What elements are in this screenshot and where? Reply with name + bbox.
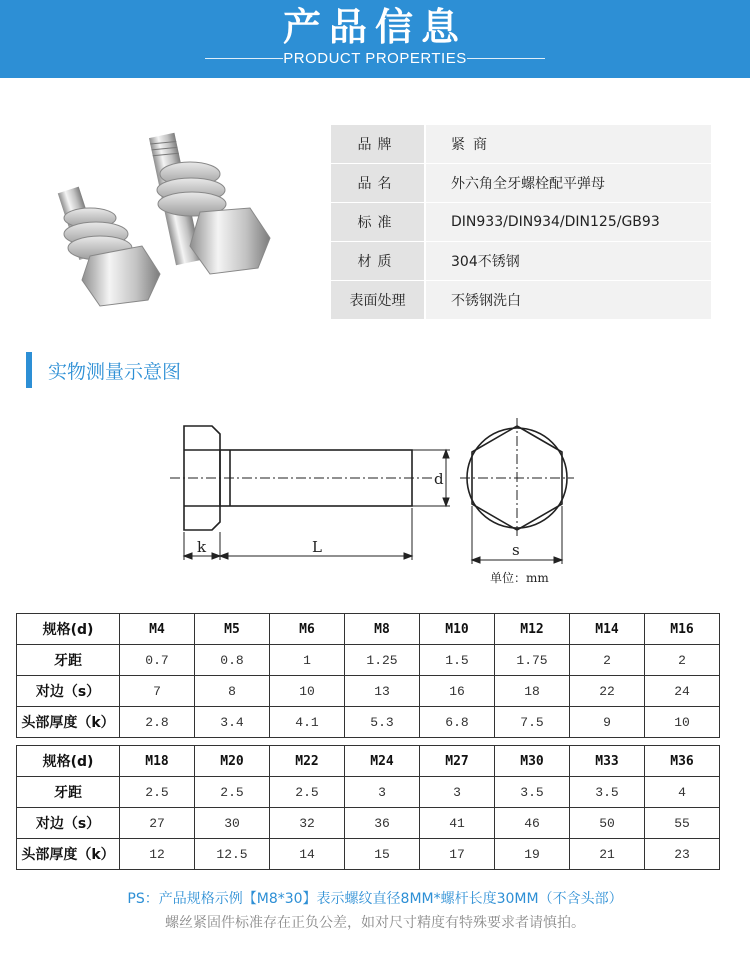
bolt-front bbox=[58, 187, 160, 306]
spec-cell: 3.5 bbox=[495, 777, 570, 808]
spec-cell: 55 bbox=[645, 808, 720, 839]
spec-cell: 2 bbox=[645, 645, 720, 676]
spec-cell: 18 bbox=[495, 676, 570, 707]
spec-cell: 1.25 bbox=[345, 645, 420, 676]
property-value: 外六角全牙螺栓配平弹母 bbox=[426, 164, 711, 202]
spec-table bbox=[16, 613, 720, 870]
spec-row-label: 头部厚度（k） bbox=[17, 839, 120, 870]
spec-cell: 27 bbox=[120, 808, 195, 839]
spec-row-pitch bbox=[17, 645, 720, 676]
spec-cell: 50 bbox=[570, 808, 645, 839]
spec-cell: 7 bbox=[120, 676, 195, 707]
property-row-material bbox=[331, 242, 711, 280]
spec-cell: M12 bbox=[495, 614, 570, 645]
spec-cell: 21 bbox=[570, 839, 645, 870]
spec-cell: M14 bbox=[570, 614, 645, 645]
spec-cell: 4.1 bbox=[270, 707, 345, 738]
property-row-name bbox=[331, 164, 711, 202]
label-d: d bbox=[434, 470, 444, 488]
spec-cell: 12.5 bbox=[195, 839, 270, 870]
spec-cell: 17 bbox=[420, 839, 495, 870]
page-subtitle: PRODUCT PROPERTIES bbox=[283, 50, 467, 67]
properties-table bbox=[331, 125, 711, 320]
spec-cell: M16 bbox=[645, 614, 720, 645]
spec-row-head-height bbox=[17, 839, 720, 870]
property-key: 品名 bbox=[331, 164, 424, 202]
spec-cell: 14 bbox=[270, 839, 345, 870]
spec-cell: 2.5 bbox=[120, 777, 195, 808]
spec-cell: 2.8 bbox=[120, 707, 195, 738]
spec-cell: M8 bbox=[345, 614, 420, 645]
spec-row-label: 对边（s） bbox=[17, 676, 120, 707]
property-value: 304不锈钢 bbox=[426, 242, 711, 280]
spec-cell: 3 bbox=[420, 777, 495, 808]
spec-cell: M5 bbox=[195, 614, 270, 645]
property-key: 材质 bbox=[331, 242, 424, 280]
spec-cell: 3.5 bbox=[570, 777, 645, 808]
property-value: 不锈钢洗白 bbox=[426, 281, 711, 319]
spec-cell: 0.8 bbox=[195, 645, 270, 676]
label-s: s bbox=[512, 541, 520, 559]
spec-cell: 24 bbox=[645, 676, 720, 707]
spec-row-sizes bbox=[17, 614, 720, 645]
spec-gap-cell bbox=[17, 738, 720, 746]
dimension-k-L bbox=[184, 508, 412, 560]
spec-cell: 32 bbox=[270, 808, 345, 839]
spec-cell: M18 bbox=[120, 746, 195, 777]
spec-cell: 16 bbox=[420, 676, 495, 707]
property-key: 表面处理 bbox=[331, 281, 424, 319]
section-heading bbox=[26, 352, 181, 388]
spec-cell: M20 bbox=[195, 746, 270, 777]
unit-label: 单位：mm bbox=[490, 571, 549, 585]
spec-cell: 1.75 bbox=[495, 645, 570, 676]
spec-cell: M22 bbox=[270, 746, 345, 777]
property-key: 品牌 bbox=[331, 125, 424, 163]
spec-cell: 13 bbox=[345, 676, 420, 707]
ps-note: PS：产品规格示例【M8*30】表示螺纹直径8MM*螺杆长度30MM（不含头部） bbox=[127, 891, 623, 907]
spec-row-sizes bbox=[17, 746, 720, 777]
spec-cell: 3 bbox=[345, 777, 420, 808]
property-key: 标准 bbox=[331, 203, 424, 241]
spec-row-across-flats bbox=[17, 676, 720, 707]
spec-cell: 30 bbox=[195, 808, 270, 839]
spec-cell: M33 bbox=[570, 746, 645, 777]
header-banner bbox=[0, 0, 750, 78]
spec-cell: M24 bbox=[345, 746, 420, 777]
spec-cell: 4 bbox=[645, 777, 720, 808]
spec-cell: 10 bbox=[645, 707, 720, 738]
spec-cell: 1.5 bbox=[420, 645, 495, 676]
label-k: k bbox=[197, 538, 207, 556]
spec-cell: 9 bbox=[570, 707, 645, 738]
spec-block-gap bbox=[17, 738, 720, 746]
spec-row-label: 头部厚度（k） bbox=[17, 707, 120, 738]
spec-row-label: 规格(d) bbox=[17, 614, 120, 645]
bolt-back bbox=[149, 133, 270, 274]
spec-cell: M30 bbox=[495, 746, 570, 777]
spec-cell: 22 bbox=[570, 676, 645, 707]
property-row-brand bbox=[331, 125, 711, 163]
spec-row-head-height bbox=[17, 707, 720, 738]
spec-cell: 2.5 bbox=[195, 777, 270, 808]
spec-row-pitch bbox=[17, 777, 720, 808]
spec-cell: M10 bbox=[420, 614, 495, 645]
spec-cell: 36 bbox=[345, 808, 420, 839]
property-value: 紧商 bbox=[426, 125, 711, 163]
spec-cell: 10 bbox=[270, 676, 345, 707]
page-title: 产品信息 bbox=[282, 5, 467, 49]
spec-cell: M4 bbox=[120, 614, 195, 645]
spec-row-label: 牙距 bbox=[17, 645, 120, 676]
property-row-finish bbox=[331, 281, 711, 319]
spec-cell: 3.4 bbox=[195, 707, 270, 738]
spec-row-label: 牙距 bbox=[17, 777, 120, 808]
spec-row-across-flats bbox=[17, 808, 720, 839]
spec-cell: M6 bbox=[270, 614, 345, 645]
spec-cell: 46 bbox=[495, 808, 570, 839]
spec-row-label: 规格(d) bbox=[17, 746, 120, 777]
spec-cell: 5.3 bbox=[345, 707, 420, 738]
spec-cell: 7.5 bbox=[495, 707, 570, 738]
spec-cell: 8 bbox=[195, 676, 270, 707]
disclaimer-note: 螺丝紧固件标准存在正负公差，如对尺寸精度有特殊要求者请慎拍。 bbox=[165, 915, 585, 931]
measurement-diagram bbox=[160, 412, 580, 592]
spec-cell: M36 bbox=[645, 746, 720, 777]
spec-cell: 1 bbox=[270, 645, 345, 676]
spec-cell: 12 bbox=[120, 839, 195, 870]
spec-cell: 6.8 bbox=[420, 707, 495, 738]
property-row-standard bbox=[331, 203, 711, 241]
property-value: DIN933/DIN934/DIN125/GB93 bbox=[426, 203, 711, 241]
section-title: 实物测量示意图 bbox=[48, 360, 182, 383]
spec-row-label: 对边（s） bbox=[17, 808, 120, 839]
section-accent-bar bbox=[26, 352, 32, 388]
label-L: L bbox=[312, 538, 322, 556]
spec-cell: 2.5 bbox=[270, 777, 345, 808]
spec-cell: 2 bbox=[570, 645, 645, 676]
spec-cell: 41 bbox=[420, 808, 495, 839]
spec-cell: 19 bbox=[495, 839, 570, 870]
spec-cell: 0.7 bbox=[120, 645, 195, 676]
spec-cell: 15 bbox=[345, 839, 420, 870]
product-photo bbox=[50, 128, 320, 308]
spec-cell: 23 bbox=[645, 839, 720, 870]
spec-cell: M27 bbox=[420, 746, 495, 777]
